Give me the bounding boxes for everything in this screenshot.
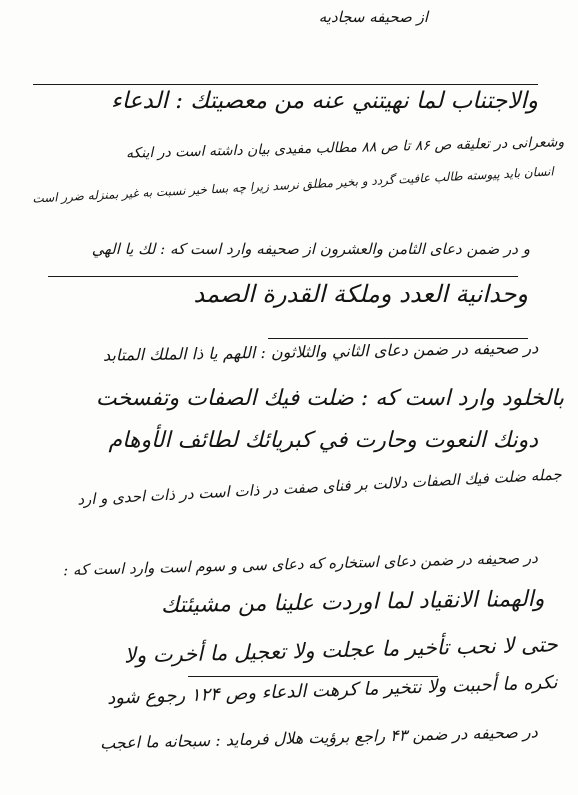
- arabic-quote-line: نكره ما أحببت ولا نتخير ما كرهت الدعاء وص ۱۲۴ رجوع شود: [107, 672, 559, 709]
- quote-overline: [188, 676, 438, 677]
- persian-note-line: و در ضمن دعای الثامن والعشرون از صحیفه وارد است که : لك يا الهي: [91, 240, 530, 258]
- arabic-quote-line: حتى لا نحب تأخير ما عجلت ولا تعجيل ما أخرت ولا: [123, 632, 559, 668]
- persian-note-line: وشعرانی در تعلیقه ص ۸۶ تا ص ۸۸ مطالب مفیدی بیان داشته است در اینکه: [125, 134, 565, 162]
- persian-note-line: در صحیفه در ضمن دعای الثاني والثلاثون : اللهم يا ذا الملك المتابد: [102, 338, 539, 365]
- arabic-quote-line: والهمنا الانقياد لما اوردت علينا من مشيئتك: [160, 586, 545, 619]
- arabic-quote-line: بالخلود وارد است که : ضلت فيك الصفات وتفسخت: [95, 386, 564, 411]
- persian-note-line: در صحیفه در ضمن ۴۳ راجع برؤیت هلال فرماید : سبحانه ما اعجب: [99, 722, 539, 753]
- heading-source: از صحیفه سجادیه: [318, 8, 428, 26]
- quote-overline: [33, 84, 538, 85]
- quote-overline: [268, 338, 528, 339]
- persian-note-line: جمله ضلت فيك الصفات دلالت بر فنای صفت در ذات است در ذات احدی و ارد: [76, 465, 563, 509]
- quote-overline: [48, 276, 518, 277]
- arabic-quote-line: والاجتناب لما نهيتني عنه من معصيتك : الدعاء: [110, 88, 538, 114]
- persian-note-line: در صحیفه در ضمن دعای استخاره که دعای سی و سوم است وارد است که :: [62, 548, 539, 580]
- arabic-quote-line: وحدانية العدد وملكة القدرة الصمد: [193, 280, 528, 308]
- persian-note-line: انسان باید پیوسته طالب عافیت گردد و بخیر مطلق نرسد زیرا چه بسا خیر نسبت به غیر بمنزله ضرر است: [32, 164, 555, 206]
- arabic-quote-line: دونك النعوت وحارت في كبريائك لطائف الأوهام: [108, 428, 538, 453]
